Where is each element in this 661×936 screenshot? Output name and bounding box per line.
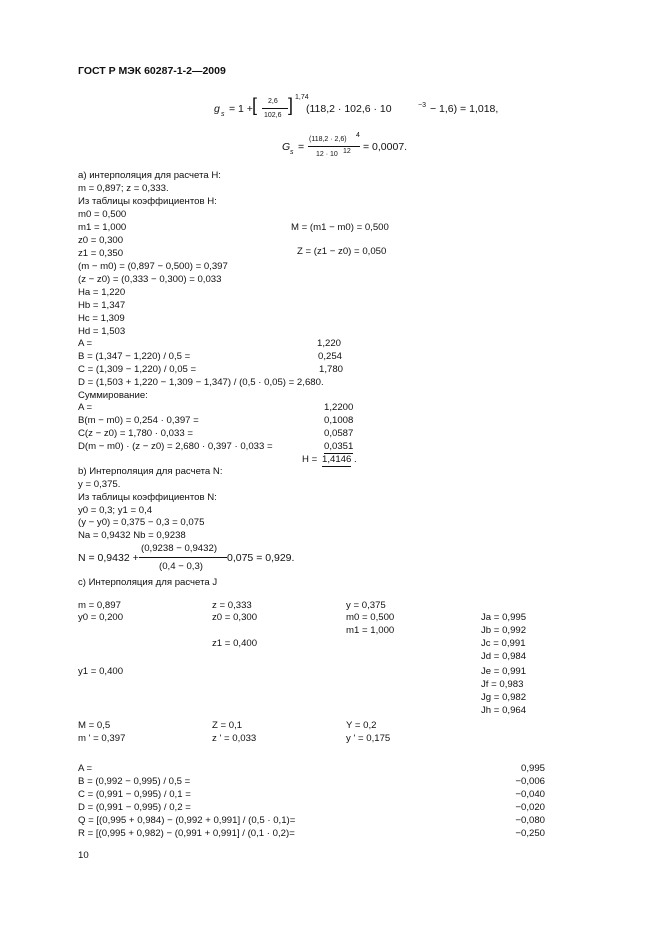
cc-D: D = (0,991 − 0,995) / 0,2 = <box>78 802 191 813</box>
gs-num: 2,6 <box>268 98 278 105</box>
a-sA: A = <box>78 402 93 413</box>
gs-right-bracket: ] <box>288 95 294 115</box>
section-c-title: c) Интерполяция для расчета J <box>78 577 218 588</box>
a-m-m0: (m − m0) = (0,897 − 0,500) = 0,397 <box>78 261 228 272</box>
a-z0: z0 = 0,300 <box>78 235 124 246</box>
c-Jf: Jf = 0,983 <box>481 679 524 690</box>
cc-A-val: 0,995 <box>520 763 545 774</box>
a-B-val: 0,254 <box>318 351 343 362</box>
c-Jc: Jc = 0,991 <box>481 638 526 649</box>
c-M: M = 0,5 <box>78 720 111 731</box>
gs-den: 102,6 <box>264 112 282 119</box>
Gs-den-exp: 12 <box>343 148 351 155</box>
a-sA-val: 1,2200 <box>324 402 354 413</box>
gs-rest: (118,2 · 102,6 · 10 <box>306 103 392 115</box>
c-Je: Je = 0,991 <box>481 666 527 677</box>
c-Jh: Jh = 0,964 <box>481 705 527 716</box>
cc-D-val: −0,020 <box>515 802 545 813</box>
Gs-den: 12 · 10 <box>316 151 338 158</box>
c-m: m = 0,897 <box>78 600 121 611</box>
a-sum-title: Суммирование: <box>78 390 148 401</box>
cc-A: A = <box>78 763 93 774</box>
cc-B: B = (0,992 − 0,995) / 0,5 = <box>78 776 191 787</box>
a-mz: m = 0,897; z = 0,333. <box>78 183 169 194</box>
c-y: y = 0,375 <box>346 600 386 611</box>
a-m0: m0 = 0,500 <box>78 209 127 220</box>
a-sB: B(m − m0) = 0,254 · 0,397 = <box>78 415 199 426</box>
document-header: ГОСТ Р МЭК 60287-1-2—2009 <box>78 65 226 77</box>
b-Na-Nb: Na = 0,9432 Nb = 0,9238 <box>78 530 186 541</box>
c-m-prime: m ' = 0,397 <box>78 733 126 744</box>
c-y1: y1 = 0,400 <box>78 666 124 677</box>
c-y0: y0 = 0,200 <box>78 612 124 623</box>
a-sD-val: 0,0351 <box>324 441 354 452</box>
section-b-title: b) Интерполяция для расчета N: <box>78 466 223 477</box>
gs-fraction-line <box>262 108 288 109</box>
a-sB-val: 0,1008 <box>324 415 354 426</box>
gs-rest-exp: −3 <box>418 102 426 109</box>
a-z-z0: (z − z0) = (0,333 − 0,300) = 0,033 <box>78 274 222 285</box>
b-table-title: Из таблицы коэффициентов N: <box>78 492 217 503</box>
c-Jg: Jg = 0,982 <box>481 692 527 703</box>
a-H-val: 1,4146 <box>322 454 352 465</box>
b-y-y0: (y − y0) = 0,375 − 0,3 = 0,075 <box>78 517 205 528</box>
a-sC-val: 0,0587 <box>324 428 354 439</box>
cc-R-val: −0,250 <box>515 828 545 839</box>
a-H-end: . <box>354 454 357 465</box>
cc-Q: Q = [(0,995 + 0,984) − (0,992 + 0,991] / (0,5 · 0,1)= <box>78 815 296 826</box>
b-N-fraction-line <box>139 557 227 558</box>
section-a-title: a) интерполяция для расчета H: <box>78 170 221 181</box>
c-z1: z1 = 0,400 <box>212 638 258 649</box>
c-Jd: Jd = 0,984 <box>481 651 527 662</box>
a-Hb: Hb = 1,347 <box>78 300 126 311</box>
a-Hc: Hc = 1,309 <box>78 313 125 324</box>
b-y: y = 0,375. <box>78 479 121 490</box>
gs-lhs-sub: s <box>221 111 225 118</box>
gs-lhs: g <box>214 103 220 115</box>
c-y-prime: y ' = 0,175 <box>346 733 391 744</box>
a-sD: D(m − m0) · (z − z0) = 2,680 · 0,397 · 0,033 = <box>78 441 273 452</box>
b-N-lhs: N = 0,9432 + <box>78 552 139 564</box>
Gs-eq: = <box>298 141 305 153</box>
c-Y: Y = 0,2 <box>346 720 377 731</box>
a-Z: Z = (z1 − z0) = 0,050 <box>297 246 387 257</box>
b-N-rest: 0,075 = 0,929. <box>227 552 295 564</box>
gs-eq: = 1 + <box>229 103 253 115</box>
c-Ja: Ja = 0,995 <box>481 612 527 623</box>
gs-exp: 1,74 <box>295 94 309 101</box>
c-z-prime: z ' = 0,033 <box>212 733 257 744</box>
c-z: z = 0,333 <box>212 600 252 611</box>
a-m1: m1 = 1,000 <box>78 222 127 233</box>
a-table-title: Из таблицы коэффициентов H: <box>78 196 217 207</box>
a-Ha: Ha = 1,220 <box>78 287 126 298</box>
cc-R: R = [(0,995 + 0,982) − (0,991 + 0,991] / (0,1 · 0,2)= <box>78 828 295 839</box>
gs-left-bracket: [ <box>252 95 258 115</box>
a-A: A = <box>78 338 93 349</box>
gs-rest2: − 1,6) = 1,018, <box>430 103 499 115</box>
cc-B-val: −0,006 <box>515 776 545 787</box>
a-B: B = (1,347 − 1,220) / 0,5 = <box>78 351 191 362</box>
a-M: M = (m1 − m0) = 0,500 <box>291 222 389 233</box>
b-N-den: (0,4 − 0,3) <box>159 561 203 572</box>
a-Hd: Hd = 1,503 <box>78 326 126 337</box>
a-D: D = (1,503 + 1,220 − 1,309 − 1,347) / (0,5 · 0,05) = 2,680. <box>78 377 324 388</box>
Gs-lhs: G <box>282 141 291 153</box>
page-number: 10 <box>78 850 89 861</box>
Gs-rest: = 0,0007. <box>363 141 408 153</box>
b-y0-y1: y0 = 0,3; y1 = 0,4 <box>78 505 153 516</box>
c-z0: z0 = 0,300 <box>212 612 258 623</box>
a-C-val: 1,780 <box>319 364 344 375</box>
a-z1: z1 = 0,350 <box>78 248 124 259</box>
Gs-lhs-sub: s <box>290 149 294 156</box>
Gs-num: (118,2 · 2,6) <box>309 136 347 143</box>
c-Z: Z = 0,1 <box>212 720 243 731</box>
a-C: C = (1,309 − 1,220) / 0,05 = <box>78 364 197 375</box>
Gs-num-exp: 4 <box>356 132 360 139</box>
a-H-lhs: H = <box>302 454 318 465</box>
b-N-num: (0,9238 − 0,9432) <box>141 543 218 554</box>
cc-C: C = (0,991 − 0,995) / 0,1 = <box>78 789 191 800</box>
cc-C-val: −0,040 <box>515 789 545 800</box>
c-m0: m0 = 0,500 <box>346 612 395 623</box>
a-A-val: 1,220 <box>317 338 342 349</box>
c-Jb: Jb = 0,992 <box>481 625 527 636</box>
cc-Q-val: −0,080 <box>515 815 545 826</box>
Gs-fraction-line <box>308 146 360 147</box>
c-m1: m1 = 1,000 <box>346 625 395 636</box>
a-sC: C(z − z0) = 1,780 · 0,033 = <box>78 428 193 439</box>
